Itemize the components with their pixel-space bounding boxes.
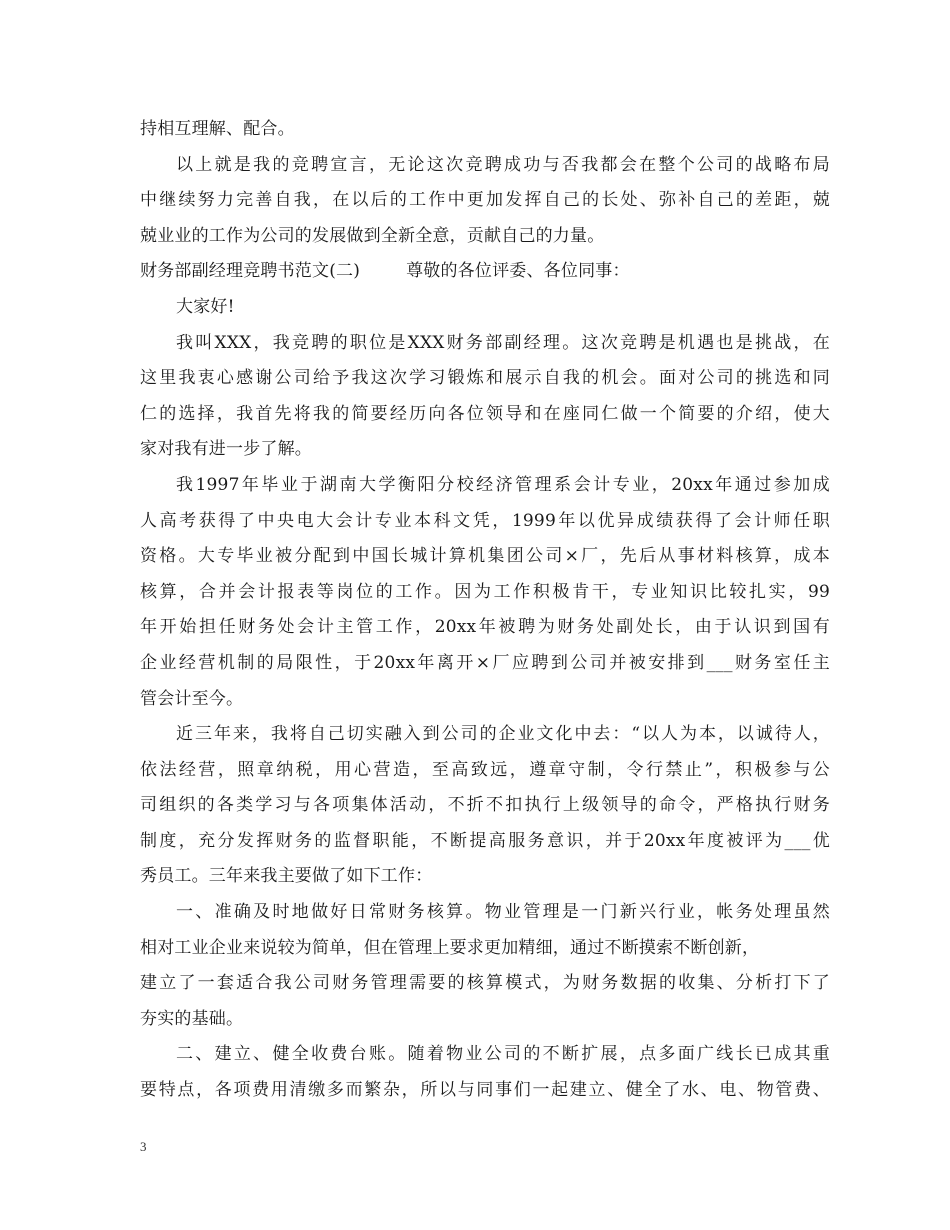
text-line: 相对工业企业来说较为简单，但在管理上要求更加精细，通过不断摸索不断创新， (140, 937, 760, 958)
text-line: 家对我有进一步了解。 (140, 439, 312, 460)
text-line: 建立了一套适合我公司财务管理需要的核算模式，为财务数据的收集、分析打下了 (140, 973, 830, 994)
text-line: 中继续努力完善自我，在以后的工作中更加发挥自己的长处、弥补自己的差距，兢 (140, 190, 830, 211)
text-line: 兢业业的工作为公司的发展做到全新全意，贡献自己的力量。 (140, 225, 605, 246)
text-line: 秀员工。三年来我主要做了如下工作： (140, 866, 433, 887)
text-line: 夯实的基础。 (140, 1008, 244, 1029)
page-number: 3 (140, 1139, 147, 1154)
text-line: 二、建立、健全收费台账。随着物业公司的不断扩展，点多面广线长已成其重 (176, 1044, 830, 1065)
text-line: 依法经营，照章纳税，用心营造，至高致远，遵章守制，令行禁止”，积极参与公 (140, 759, 830, 780)
text-line: 我1997年毕业于湖南大学衡阳分校经济管理系会计专业，20xx年通过参加成 (176, 474, 830, 495)
text-line: 以上就是我的竞聘宣言，无论这次竞聘成功与否我都会在整个公司的战略布局 (176, 154, 830, 175)
text-line: 大家好! (176, 296, 235, 317)
text-line: 核算，合并会计报表等岗位的工作。因为工作积极肯干，专业知识比较扎实，99 (140, 581, 830, 602)
text-line: 资格。大专毕业被分配到中国长城计算机集团公司×厂，先后从事材料核算，成本 (140, 546, 830, 567)
text-line: 这里我衷心感谢公司给予我这次学习锻炼和展示自我的机会。面对公司的挑选和同 (140, 368, 830, 389)
text-line: 我叫XXX，我竞聘的职位是XXX财务部副经理。这次竞聘是机遇也是挑战，在 (176, 332, 830, 353)
heading-spacer (360, 254, 406, 290)
text-line: 人高考获得了中央电大会计专业本科文凭，1999年以优异成绩获得了会计师任职 (140, 510, 830, 531)
text-line: 年开始担任财务处会计主管工作，20xx年被聘为财务处副处长，由于认识到国有 (140, 617, 830, 638)
text-line: 司组织的各类学习与各项集体活动，不折不扣执行上级领导的命令，严格执行财务 (140, 795, 830, 816)
section-heading-line (140, 254, 830, 290)
text-line: 管会计至今。 (140, 688, 244, 709)
salutation: 尊敬的各位评委、各位同事： (406, 261, 630, 282)
document-body (140, 112, 830, 1109)
text-line: 企业经营机制的局限性，于20xx年离开×厂应聘到公司并被安排到___财务室任主 (140, 652, 830, 673)
text-line: 近三年来，我将自己切实融入到公司的企业文化中去：“以人为本，以诚待人， (176, 724, 830, 745)
section-title: 财务部副经理竞聘书范文(二) (140, 261, 361, 282)
text-line: 仁的选择，我首先将我的简要经历向各位领导和在座同仁做一个简要的介绍，使大 (140, 403, 830, 424)
previous-section-text (140, 112, 830, 254)
text-line: 一、准确及时地做好日常财务核算。物业管理是一门新兴行业，帐务处理虽然 (176, 902, 830, 923)
speech-body-text (140, 290, 830, 1109)
text-line: 持相互理解、配合。 (140, 119, 295, 139)
text-line: 要特点，各项费用清缴多而繁杂，所以与同事们一起建立、健全了水、电、物管费、 (140, 1080, 830, 1101)
text-line: 制度，充分发挥财务的监督职能，不断提高服务意识，并于20xx年度被评为___优 (140, 830, 830, 851)
